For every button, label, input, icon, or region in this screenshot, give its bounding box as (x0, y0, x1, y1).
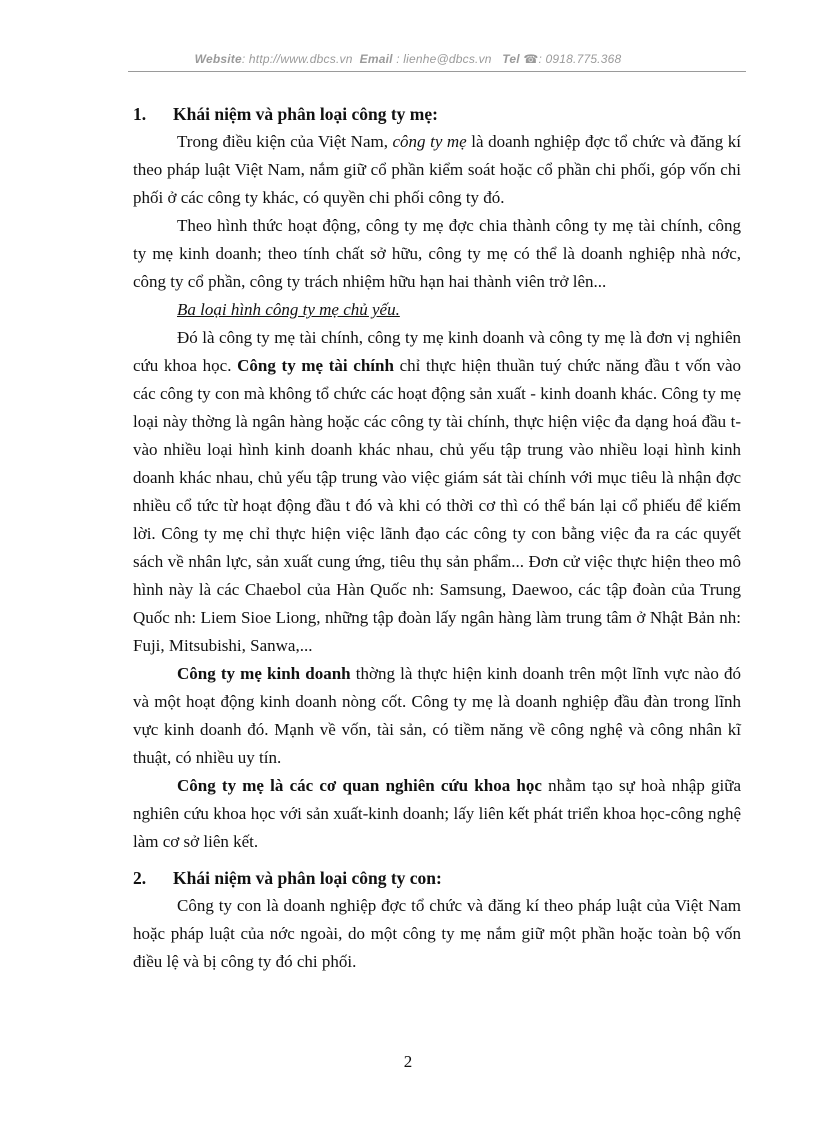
term-business-parent: Công ty mẹ kinh doanh (177, 664, 351, 683)
section-2-title: Khái niệm và phân loại công ty con: (173, 868, 442, 888)
section-1-paragraph-2: Theo hình thức hoạt động, công ty mẹ đợc chia thành công ty mẹ tài chính, công ty mẹ kinh doanh; theo tính chất sở hữu, công ty mẹ có thể là doanh nghiệp nhà nớc, công ty cổ phần, công ty trách nhiệm hữu hạn hai thành viên trở lên... (133, 216, 741, 291)
section-1-paragraph-1: Trong điều kiện của Việt Nam, công ty mẹ là doanh nghiệp đợc tổ chức và đăng kí theo pháp luật Việt Nam, nắm giữ cổ phần kiểm soát hoặc cổ phần chi phối, góp vốn chi phối ở các công ty khác, có quyền chi phối công ty đó. (133, 132, 741, 207)
document-body (133, 100, 741, 976)
website-label: Website (194, 52, 242, 66)
term-cong-ty-me: công ty mẹ (392, 132, 467, 151)
website-url[interactable]: http://www.dbcs.vn (248, 52, 353, 66)
section-1-paragraph-5: Công ty mẹ là các cơ quan nghiên cứu khoa học nhằm tạo sự hoà nhập giữa nghiên cứu khoa học với sản xuất-kinh doanh; lấy liên kết phát triển khoa học-công nghệ làm cơ sở liên kết. (133, 776, 741, 851)
page-number: 2 (403, 1052, 413, 1071)
email-separator: : (392, 52, 404, 66)
section-2-paragraph-1: Công ty con là doanh nghiệp đợc tổ chức và đăng kí theo pháp luật của Việt Nam hoặc pháp luật của nớc ngoài, do một công ty mẹ nắm giữ một phần hoặc toàn bộ vốn điều lệ và bị công ty đó chi phối. (133, 896, 741, 971)
tel-number: : 0918.775.368 (538, 52, 622, 66)
page-header (0, 52, 816, 66)
phone-icon: ☎ (523, 52, 539, 66)
header-divider (128, 71, 746, 72)
tel-label: Tel (502, 52, 520, 66)
email-address[interactable]: lienhe@dbcs.vn (403, 52, 492, 66)
section-1-paragraph-4: Công ty mẹ kinh doanh thờng là thực hiện kinh doanh trên một lĩnh vực nào đó và một hoạt động kinh doanh nòng cốt. Công ty mẹ là doanh nghiệp đầu đàn trong lĩnh vực kinh doanh đó. Mạnh về vốn, tài sản, có tiềm năng về công nghệ và công nhân kĩ thuật, có nhiều uy tín. (133, 664, 741, 767)
term-research-parent: Công ty mẹ là các cơ quan nghiên cứu khoa học (177, 776, 542, 795)
website-separator: : (241, 52, 249, 66)
term-financial-parent: Công ty mẹ tài chính (237, 356, 394, 375)
email-label: Email (359, 52, 393, 66)
section-1-paragraph-3: Đó là công ty mẹ tài chính, công ty mẹ kinh doanh và công ty mẹ là đơn vị nghiên cứu khoa học. Công ty mẹ tài chính chỉ thực hiện thuần tuý chức năng đầu t vốn vào các công ty con mà không tổ chức các hoạt động sản xuất - kinh doanh khác. Công ty mẹ loại này thờng là ngân hàng hoặc các công ty tài chính, thực hiện việc đa dạng hoá đầu t vào nhiều loại hình kinh doanh khác nhau, chủ yếu tập trung vào nhiều loại hình kinh doanh khác nhau, chủ yếu tập trung vào việc giám sát tài chính với mục tiêu là nhận đợc nhiều cổ tức từ hoạt động đầu t đó và khi có thời cơ thì có thể bán lại cổ phiếu để kiếm lời. Công ty mẹ chỉ thực hiện việc lãnh đạo các công ty con bằng việc đa ra các quyết sách về nhân lực, sản xuất cung ứng, tiêu thụ sản phẩm... Đơn cử việc thực hiện theo mô hình này là các Chaebol của Hàn Quốc nh: Samsung, Daewoo, các tập đoàn của Trung Quốc nh: Liem Sioe Liong, những tập đoàn lấy ngân hàng làm trung tâm ở Nhật Bản nh: Fuji, Mitsubishi, Sanwa,... (133, 328, 741, 655)
section-2-number: 2. (133, 868, 147, 888)
section-2-heading (133, 864, 741, 892)
section-gap (133, 856, 741, 864)
section-1-number: 1. (133, 104, 147, 124)
section-1-title: Khái niệm và phân loại công ty mẹ: (173, 104, 438, 124)
section-1-heading (133, 100, 741, 128)
subheading-three-types: Ba loại hình công ty mẹ chủ yếu. (177, 300, 400, 319)
